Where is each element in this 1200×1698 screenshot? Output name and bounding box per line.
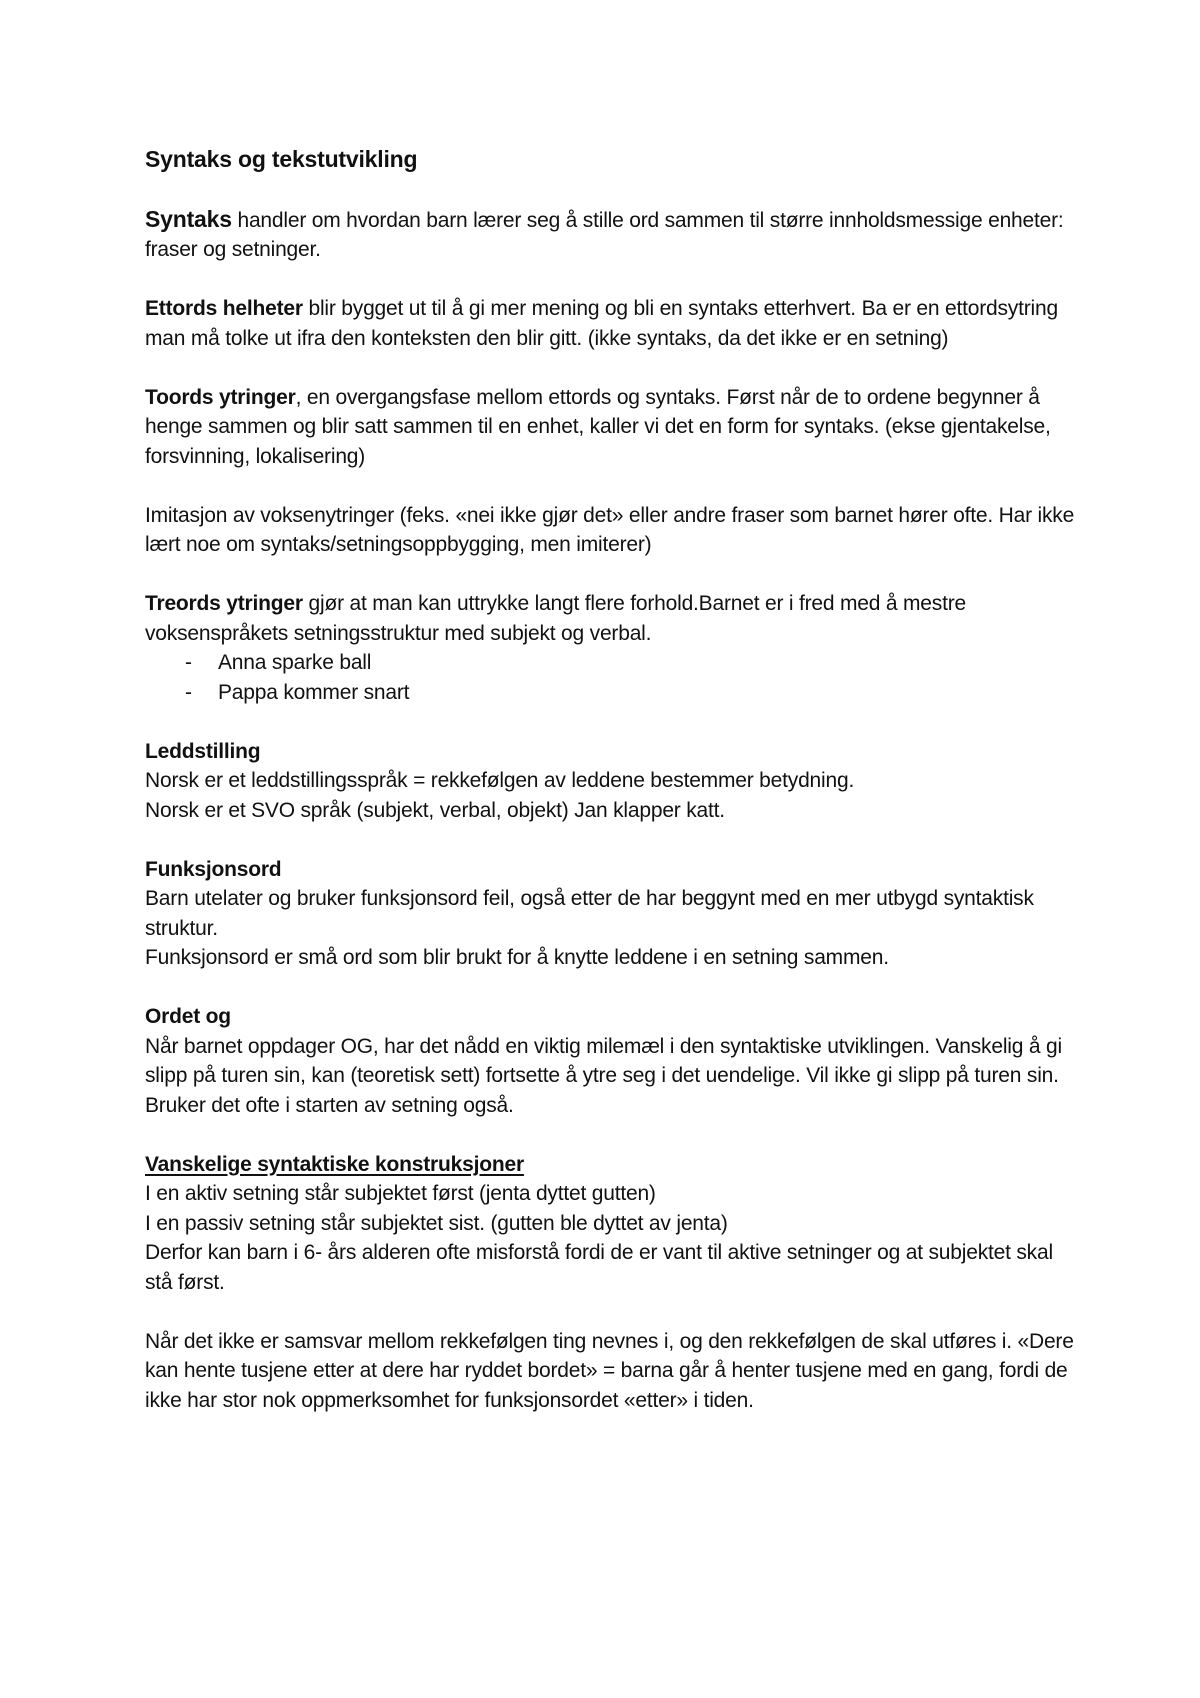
imitasjon-text: Imitasjon av voksenytringer (feks. «nei ikke gjør det» eller andre fraser som barnet hører ofte. Har ikke lært noe om syntaks/setningsoppbygging, men imiterer) [145, 503, 1075, 556]
vanskelige-heading: Vanskelige syntaktiske konstruksjoner [145, 1152, 524, 1176]
vanskelige-line: Derfor kan barn i 6- års alderen ofte misforstå fordi de er vant til aktive setninger og at subjektet skal stå først. [145, 1241, 1053, 1294]
document-body [145, 145, 1075, 1445]
treords-example-list [145, 648, 1075, 707]
toords-paragraph [145, 383, 1075, 472]
rekkefolge-paragraph [145, 1327, 1075, 1416]
intro-text: handler om hvordan barn lærer seg å stille ord sammen til større innholdsmessige enheter: fraser og setninger. [145, 208, 1064, 261]
funksjonsord-line: Barn utelater og bruker funksjonsord feil, også etter de har beggynt med en mer utbygd syntaktisk struktur. [145, 887, 1034, 940]
vanskelige-section [145, 1150, 1075, 1298]
rekkefolge-text: Når det ikke er samsvar mellom rekkefølgen ting nevnes i, og den rekkefølgen de skal utføres i. «Dere kan hente tusjene etter at dere har ryddet bordet» = barna går å henter tusjene med en gang, fordi de ikke har stor nok oppmerksomhet for funksjonsordet «etter» i tiden. [145, 1329, 1074, 1412]
ettords-text: blir bygget ut til å gi mer mening og bli en syntaks etterhvert. Ba er en ettordsytring man må tolke ut ifra den konteksten den blir gitt. (ikke syntaks, da det ikke er en setning) [145, 297, 1058, 350]
list-item: - Anna sparke ball [185, 648, 1075, 678]
vanskelige-line: I en aktiv setning står subjektet først (jenta dyttet gutten) [145, 1182, 656, 1205]
leddstilling-line: Norsk er et SVO språk (subjekt, verbal, objekt) Jan klapper katt. [145, 798, 725, 822]
intro-paragraph [145, 205, 1075, 265]
funksjonsord-line: Funksjonsord er små ord som blir brukt for å knytte leddene i en setning sammen. [145, 946, 889, 969]
toords-text: , en overgangsfase mellom ettords og syntaks. Først når de to ordene begynner å henge sammen og blir satt sammen til en enhet, kaller vi det en form for syntaks. (ekse gjentakelse, forsvinning, lokalisering) [145, 385, 1051, 468]
treords-paragraph [145, 589, 1075, 707]
leddstilling-section [145, 737, 1075, 826]
funksjonsord-heading: Funksjonsord [145, 857, 282, 881]
imitasjon-paragraph [145, 501, 1075, 560]
toords-term: Toords ytringer [145, 385, 296, 409]
ettords-paragraph [145, 294, 1075, 353]
ordet-og-line: Når barnet oppdager OG, har det nådd en viktig milemæl i den syntaktiske utviklingen. Vanskelig å gi slipp på turen sin, kan (teoretisk sett) fortsette å ytre seg i det uendelige. Vil ikke gi slipp på turen sin. Bruker det ofte i starten av setning også. [145, 1034, 1062, 1117]
treords-text: gjør at man kan uttrykke langt flere forhold.Barnet er i fred med å mestre voksenspråkets setningsstruktur med subjekt og verbal. [145, 592, 966, 645]
leddstilling-heading: Leddstilling [145, 739, 261, 763]
leddstilling-line: Norsk er et leddstillingsspråk = rekkefølgen av leddene bestemmer betydning. [145, 769, 855, 792]
vanskelige-line: I en passiv setning står subjektet sist. (gutten ble dyttet av jenta) [145, 1211, 728, 1235]
funksjonsord-section [145, 855, 1075, 973]
intro-term: Syntaks [145, 205, 232, 232]
page-title: Syntaks og tekstutvikling [145, 146, 418, 172]
list-item: - Pappa kommer snart [185, 678, 1075, 708]
ordet-og-section [145, 1002, 1075, 1120]
treords-term: Treords ytringer [145, 592, 303, 615]
ettords-term: Ettords helheter [145, 297, 303, 320]
ordet-og-heading: Ordet og [145, 1005, 231, 1028]
